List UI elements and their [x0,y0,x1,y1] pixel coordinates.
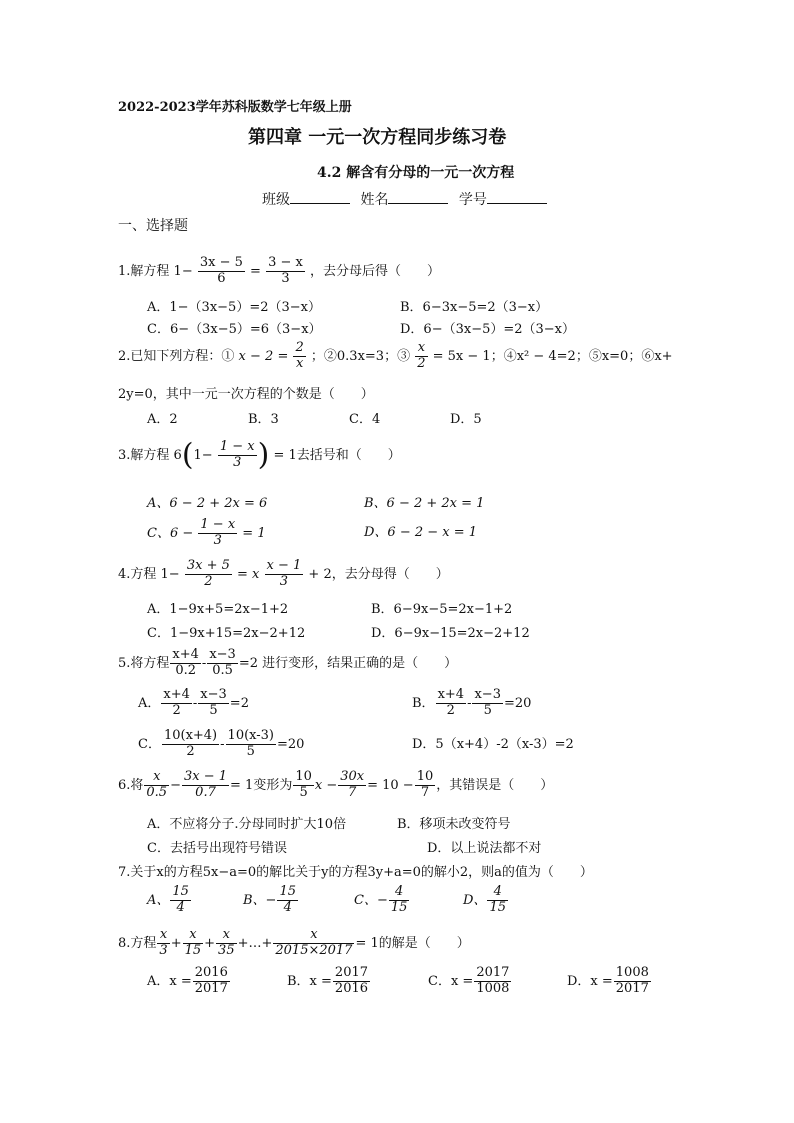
q8-lead: 8.方程 [118,935,157,951]
q4-tail: + 2，去分母得（ ） [308,566,449,582]
q6-m1: − [170,777,181,793]
class-blank [290,191,350,204]
q8-d-pre: D．x = [567,973,613,989]
q3-option-a: A、6 − 2 + 2x = 6 [147,496,268,511]
q7-a-fraction: $\frac{15}{4}$ [172,884,189,915]
q5-c-post: =20 [277,736,305,752]
page-subtitle: 4.2 解含有分母的一元一次方程 [317,165,515,181]
q4-option-c: C．1−9x+15=2x−2+12 [147,626,306,641]
q6-fraction-4: $\frac{30x}{7}$ [340,769,365,800]
q3-lead: 3.解方程 6 [118,447,182,463]
student-info [262,191,547,207]
q5-b-dash: - [467,695,472,711]
q6-option-d: D．以上说法都不对 [427,841,542,856]
question-7: 7.关于x的方程5x−a=0的解比关于y的方程3y+a=0的解小2，则a的值为（ ） [118,865,593,880]
page-title: 第四章 一元一次方程同步练习卷 [248,127,507,148]
q3-c-fraction: $\frac{1 - x}{3}$ [200,517,236,548]
q5-c-fraction-1: $\frac{10(x+4)}{2}$ [163,728,218,759]
q6-fraction-2: $\frac{3x - 1}{0.7}$ [184,769,228,800]
q1-lead: 1.解方程 [118,263,170,279]
q6-option-a: A．不应将分子.分母同时扩大10倍 [147,817,347,832]
q6-fraction-5: $\frac{10}{7}$ [416,769,434,800]
q8-b-fraction: $\frac{2017}{2016}$ [334,965,369,996]
q8-p1: + [170,935,182,951]
q6-option-c: C．去括号出现符号错误 [147,841,287,856]
q3-option-b: B、6 − 2 + 2x = 1 [364,496,485,511]
question-5 [118,648,457,679]
q1-fraction-2: $\frac{3 - x}{3}$ [268,255,303,286]
q5-b-pre: B． [412,695,435,711]
q8-a-pre: A．x = [147,973,192,989]
q5-a-post: =2 [229,695,249,711]
question-4 [118,559,449,590]
q1-term: 1− [173,263,193,279]
q7-option-a [147,885,192,916]
q6-fraction-3: $\frac{10}{5}$ [295,769,312,800]
q8-p3: +…+ [237,935,273,951]
q5-b-fraction-1: $\frac{x+4}{2}$ [437,687,465,718]
q5-a-pre: A． [138,695,161,711]
q5-a-fraction-1: $\frac{x+4}{2}$ [163,687,190,718]
q8-fraction-1: $\frac{x}{3}$ [159,927,168,958]
q3-option-d: D、6 − 2 − x = 1 [364,525,478,540]
q8-option-c [428,966,512,997]
q5-dash: - [201,655,207,671]
q7-option-b [243,885,299,916]
q5-fraction-2: $\frac{x-3}{0.5}$ [209,647,236,678]
q8-fraction-2: $\frac{x}{15}$ [184,927,202,958]
q3-term: 1− [193,447,213,463]
q3-paren-close: ) [257,437,270,473]
q1-option-d: D．6−（3x−5）=2（3−x） [400,322,576,337]
q1-tail: ，去分母后得（ ） [309,263,440,279]
q4-option-a: A．1−9x+5=2x−1+2 [147,602,289,617]
q6-m4: = 10 − [367,777,414,793]
q6-tail: ，其错误是（ ） [436,777,554,793]
q2-part-1: x − 2 = [238,348,289,364]
q8-b-pre: B．x = [287,973,332,989]
q7-d-pre: D、 [463,892,487,908]
q8-fraction-4: $\frac{x}{2015\times 2017}$ [275,927,353,958]
q8-d-fraction: $\frac{1008}{2017}$ [615,965,649,996]
q3-c-pre: C、6 − [147,525,194,541]
q8-c-fraction: $\frac{2017}{1008}$ [476,965,510,996]
q5-c-fraction-2: $\frac{10(x-3)}{5}$ [227,728,274,759]
q5-option-d: D．5（x+4）-2（x-3）=2 [412,737,574,752]
series-title: 2022-2023学年苏科版数学七年级上册 [118,100,352,115]
q8-option-d [567,966,652,997]
q5-option-b [412,688,531,719]
q8-tail: = 1的解是（ ） [355,935,470,951]
name-blank [388,191,448,204]
id-label: 学号 [458,192,487,208]
question-3 [118,437,401,473]
q8-fraction-3: $\frac{x}{35}$ [218,927,235,958]
question-1 [118,256,440,287]
question-6 [118,770,553,801]
q6-option-b: B．移项未改变符号 [397,817,511,832]
q6-lead: 6.将 [118,777,144,793]
q1-fraction-1: $\frac{3x - 5}{6}$ [199,255,243,286]
q7-option-c [354,885,410,916]
q7-option-d [463,885,509,916]
q8-a-fraction: $\frac{2016}{2017}$ [194,965,228,996]
q5-fraction-1: $\frac{x+4}{0.2}$ [172,647,199,678]
q4-fraction-2: $\frac{x - 1}{3}$ [266,558,302,589]
class-label: 班级 [262,192,290,208]
q3-paren-open: ( [181,437,194,473]
q2-option-d: D．5 [450,412,482,427]
q5-b-post: =20 [503,695,532,711]
q4-lead: 4.方程 1− [118,566,180,582]
q7-a-pre: A、 [147,892,170,908]
q3-fraction: $\frac{1 - x}{3}$ [219,439,255,470]
q5-a-fraction-2: $\frac{x-3}{5}$ [200,687,227,718]
q2-option-b: B．3 [248,412,279,427]
q8-option-b [287,966,371,997]
q4-option-d: D．6−9x−15=2x−2+12 [371,626,530,641]
q7-d-fraction: $\frac{4}{15}$ [489,884,506,915]
q4-option-b: B．6−9x−5=2x−1+2 [371,602,513,617]
q5-tail: =2 进行变形，结果正确的是（ ） [238,655,458,671]
q7-c-fraction: $\frac{4}{15}$ [390,884,408,915]
q2-fraction-1: $\frac{2}{x}$ [295,340,304,371]
q1-option-b: B．6−3x−5=2（3−x） [400,300,549,315]
q1-option-a: A．1−（3x−5）=2（3−x） [147,300,321,315]
q1-eq: = [250,263,261,279]
q8-option-a [147,966,231,997]
q8-c-pre: C．x = [428,973,474,989]
q4-fraction-1: $\frac{3x + 5}{2}$ [186,558,230,589]
q8-p2: + [204,935,216,951]
q7-b-pre: B、− [243,892,277,908]
q7-c-pre: C、− [354,892,388,908]
q2-part-3: = 5x − 1；④x² − 4=2；⑤x=0；⑥x+ [432,348,673,364]
q6-m2: = 1变形为 [230,777,293,793]
q5-lead: 5.将方程 [118,655,170,671]
q3-c-post: = 1 [242,525,266,541]
q5-option-c [138,729,304,760]
q4-mid: = x [237,566,260,582]
q5-option-a [138,688,249,719]
q2-option-c: C．4 [349,412,381,427]
q2-line-2: 2y=0，其中一元一次方程的个数是（ ） [118,387,374,402]
q6-fraction-1: $\frac{x}{0.5}$ [146,769,168,800]
question-8 [118,928,470,959]
section-heading: 一、选择题 [118,218,188,234]
name-label: 姓名 [360,192,389,208]
q5-c-pre: C． [138,736,161,752]
q5-b-fraction-2: $\frac{x-3}{5}$ [474,687,501,718]
q7-b-fraction: $\frac{15}{4}$ [279,884,296,915]
id-blank [487,191,547,204]
q3-option-c [147,518,266,549]
q6-m3: x − [314,777,338,793]
q1-option-c: C．6−（3x−5）=6（3−x） [147,322,322,337]
q5-c-dash: - [220,736,225,752]
q3-tail: = 1去括号和（ ） [273,447,401,463]
q2-lead: 2.已知下列方程：① [118,348,235,364]
q5-a-dash: - [192,695,198,711]
q2-part-2: ；②0.3x=3；③ [310,348,411,364]
q2-option-a: A．2 [147,412,178,427]
q2-fraction-2: $\frac{x}{2}$ [417,340,426,371]
question-2 [118,341,673,372]
